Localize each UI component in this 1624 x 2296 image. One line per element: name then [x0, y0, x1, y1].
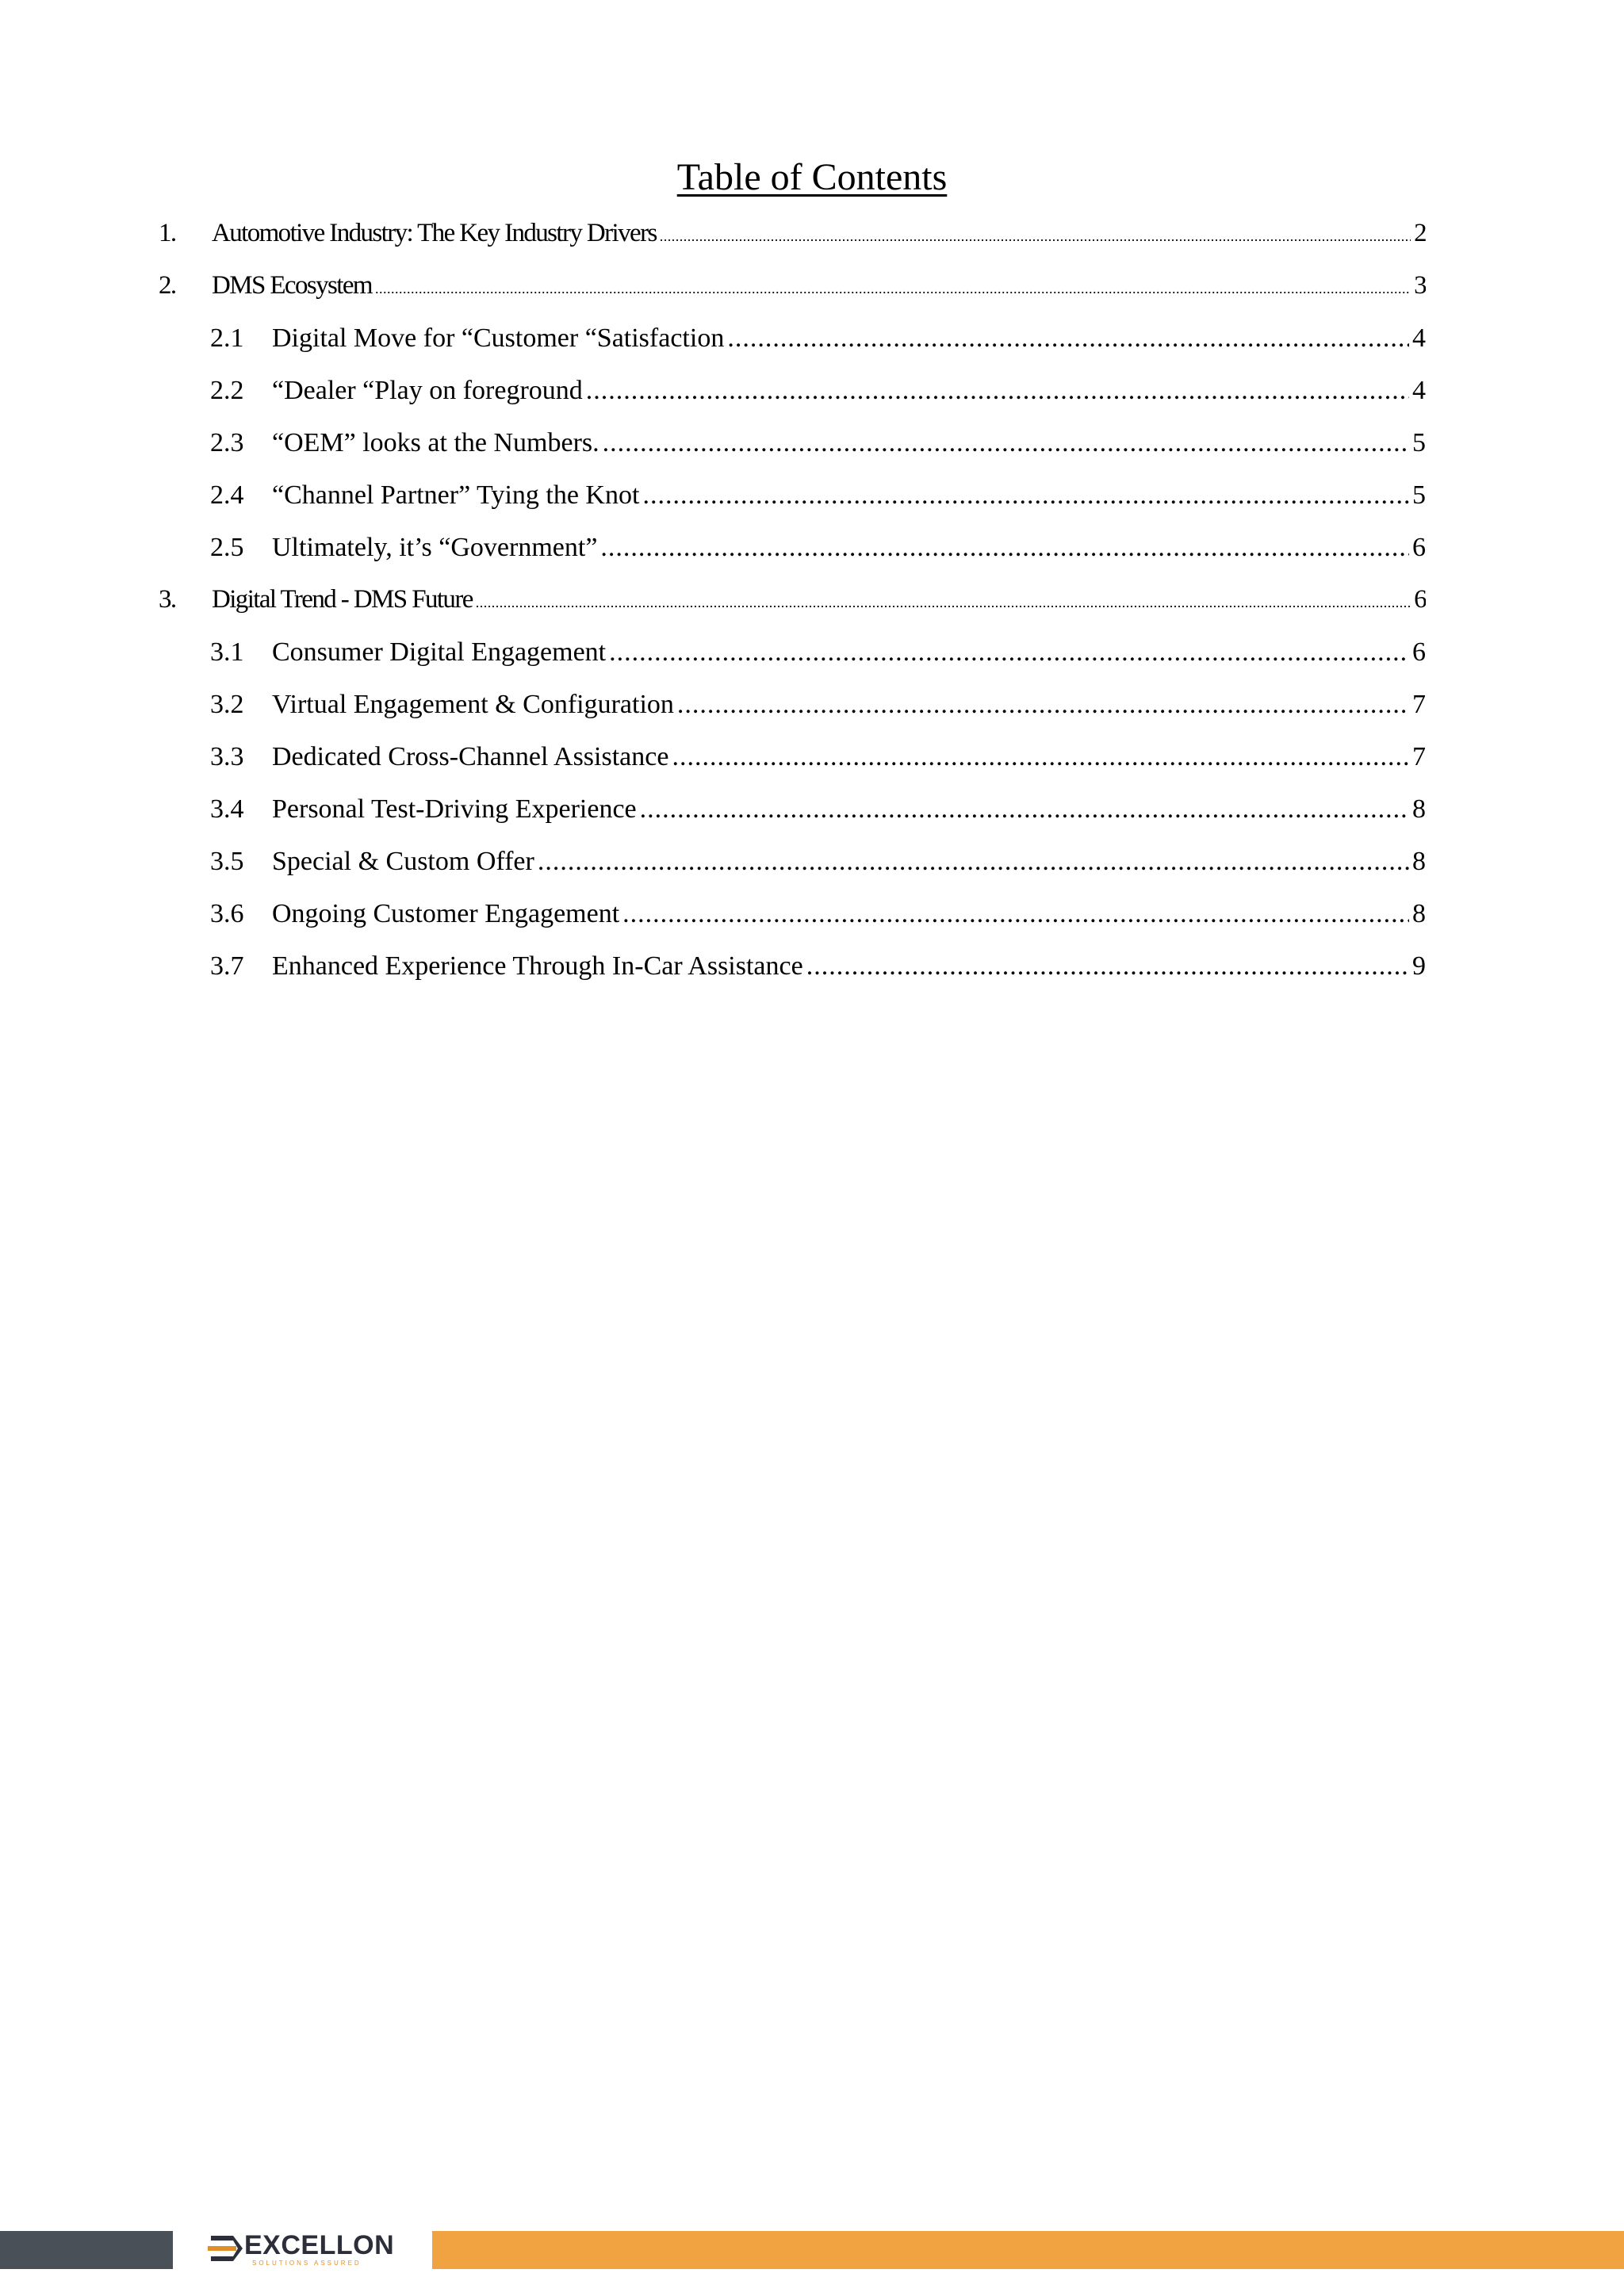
toc-dot-leader [660, 228, 1411, 245]
toc-entry[interactable] [159, 271, 1426, 300]
toc-entry[interactable] [210, 323, 1426, 354]
toc-entry-number: 3. [159, 585, 176, 614]
toc-entry[interactable] [210, 428, 1426, 458]
toc-entry-page: 6 [1412, 637, 1426, 667]
toc-entry[interactable] [210, 637, 1426, 668]
toc-entry-page: 8 [1412, 794, 1426, 824]
toc-entry[interactable] [210, 533, 1426, 563]
toc-entry-page: 6 [1414, 585, 1426, 614]
toc-dot-leader [642, 480, 1409, 511]
toc-entry-text: Dedicated Cross-Channel Assistance [272, 742, 669, 771]
toc-entry-number: 3.3 [210, 742, 244, 771]
toc-entry-page: 7 [1412, 690, 1426, 719]
toc-entry-number: 3.6 [210, 899, 244, 928]
toc-entry-number: 2.1 [210, 323, 244, 353]
toc-entry-number: 3.7 [210, 951, 244, 981]
footer-bar-left [0, 2231, 173, 2269]
toc-entry-number: 1. [159, 219, 176, 247]
toc-entry-text: Ultimately, it’s “Government” [272, 533, 598, 562]
toc-entry-number: 3.5 [210, 847, 244, 876]
toc-entry[interactable] [210, 690, 1426, 720]
toc-entry[interactable] [210, 480, 1426, 511]
toc-dot-leader [603, 428, 1409, 458]
toc-entry-number: 2.2 [210, 376, 244, 405]
toc-entry[interactable] [159, 219, 1426, 248]
toc-entry-number: 3.2 [210, 690, 244, 719]
toc-entry-number: 2.3 [210, 428, 244, 457]
toc-dot-leader [640, 794, 1409, 825]
toc-entry[interactable] [210, 794, 1426, 825]
toc-entry-text: “Dealer “Play on foreground [272, 376, 583, 405]
toc-entry-text: Automotive Industry: The Key Industry Drivers [212, 219, 657, 247]
toc-dot-leader [538, 847, 1409, 877]
logo-mark-icon [208, 2233, 243, 2264]
toc-entry-page: 5 [1412, 428, 1426, 457]
toc-entry[interactable] [210, 847, 1426, 877]
toc-dot-leader [727, 323, 1409, 354]
logo-wordmark: EXCELLON [244, 2230, 395, 2260]
toc-entry-text: Virtual Engagement & Configuration [272, 690, 674, 719]
toc-entry-page: 9 [1412, 951, 1426, 981]
toc-dot-leader [375, 281, 1411, 297]
toc-entry-text: Digital Trend - DMS Future [212, 585, 473, 614]
toc-entry-number: 2. [159, 271, 176, 300]
toc-entry-page: 8 [1412, 847, 1426, 876]
toc-dot-leader [677, 690, 1409, 720]
toc-entry[interactable] [210, 951, 1426, 982]
footer-bar-right [432, 2231, 1624, 2269]
toc-entry-number: 2.5 [210, 533, 244, 562]
toc-entry-number: 3.1 [210, 637, 244, 667]
toc-dot-leader [672, 742, 1409, 772]
toc-dot-leader [806, 951, 1409, 982]
toc-entry[interactable] [210, 742, 1426, 772]
toc-entry-text: Personal Test-Driving Experience [272, 794, 637, 824]
toc-entry-page: 5 [1412, 480, 1426, 510]
toc-entry-text: DMS Ecosystem [212, 271, 372, 300]
toc-entry[interactable] [159, 585, 1426, 614]
toc-entry-page: 7 [1412, 742, 1426, 771]
toc-entry-text: Ongoing Customer Engagement [272, 899, 620, 928]
toc-entry-page: 2 [1414, 219, 1426, 247]
toc-entry-page: 4 [1412, 323, 1426, 353]
toc-entry-page: 8 [1412, 899, 1426, 928]
toc-dot-leader [600, 533, 1409, 563]
logo-tagline: SOLUTIONS ASSURED [252, 2260, 362, 2267]
toc-entry-text: Special & Custom Offer [272, 847, 534, 876]
toc-title: Table of Contents [676, 156, 948, 198]
toc-entry-text: “Channel Partner” Tying the Knot [272, 480, 640, 510]
toc-entry-number: 2.4 [210, 480, 244, 510]
toc-entry-text: Enhanced Experience Through In-Car Assistance [272, 951, 803, 981]
toc-entry-page: 6 [1412, 533, 1426, 562]
toc-dot-leader [609, 637, 1409, 668]
toc-dot-leader [586, 376, 1409, 406]
toc-entry-text: Consumer Digital Engagement [272, 637, 607, 667]
toc-dot-leader [476, 595, 1411, 611]
toc-entry-page: 4 [1412, 376, 1426, 405]
toc-entry-text: Digital Move for “Customer “Satisfaction [272, 323, 725, 353]
toc-entry[interactable] [210, 376, 1426, 406]
toc-dot-leader [622, 899, 1409, 929]
toc-entry-number: 3.4 [210, 794, 244, 824]
toc-entry[interactable] [210, 899, 1426, 929]
toc-entry-text: “OEM” looks at the Numbers. [272, 428, 599, 457]
company-logo [208, 2228, 398, 2272]
toc-entry-page: 3 [1414, 271, 1426, 300]
